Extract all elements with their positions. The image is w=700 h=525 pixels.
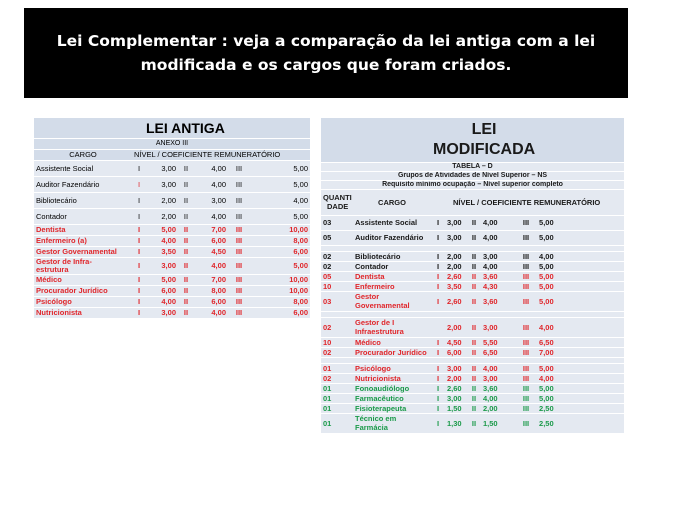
coef-3: 5,00 — [537, 271, 624, 281]
coef-2: 4,00 — [481, 393, 515, 403]
cargo-name: Gestor — [355, 292, 380, 301]
new-col-qty-line1: QUANTI — [323, 193, 352, 202]
cargo-cell — [353, 373, 431, 383]
qty-cell: 01 — [321, 383, 353, 393]
coef-1: 2,60 — [445, 271, 467, 281]
qty-cell: 03 — [321, 215, 353, 230]
level-2: II — [178, 160, 194, 176]
level-3: III — [228, 224, 250, 235]
level-2: II — [467, 281, 481, 291]
level-1: I — [431, 291, 445, 311]
cargo-name-cont: estrutura — [36, 264, 69, 274]
level-2: II — [467, 291, 481, 311]
coef-3: 2,50 — [537, 403, 624, 413]
cargo-name-cont: Governamental — [355, 301, 410, 310]
level-2: II — [178, 176, 194, 192]
coef-1: 1,30 — [445, 413, 467, 433]
level-3: III — [515, 317, 537, 337]
coef-1: 2,00 — [146, 192, 178, 208]
coef-2: 4,00 — [194, 160, 228, 176]
cargo-cell — [34, 285, 132, 296]
cargo-name: Nutricionista — [36, 308, 82, 317]
coef-3: 10,00 — [250, 274, 310, 285]
table-row — [321, 373, 624, 383]
level-1: I — [431, 403, 445, 413]
level-1: I — [132, 307, 146, 318]
cargo-name: Técnico em — [355, 414, 397, 423]
coef-3: 10,00 — [250, 224, 310, 235]
coef-3: 5,00 — [250, 257, 310, 274]
cargo-cell — [353, 271, 431, 281]
coef-1: 6,00 — [445, 347, 467, 357]
coef-3: 5,00 — [250, 176, 310, 192]
new-col-cargo: CARGO — [353, 189, 431, 215]
table-row — [34, 307, 310, 318]
coef-3: 5,00 — [250, 160, 310, 176]
level-3: III — [228, 208, 250, 224]
cargo-name: Psicólogo — [36, 297, 72, 306]
coef-2: 6,00 — [194, 296, 228, 307]
coef-3: 4,00 — [537, 373, 624, 383]
coef-1: 3,00 — [146, 160, 178, 176]
cargo-name: Procurador Jurídico — [355, 347, 427, 357]
level-2: II — [467, 337, 481, 347]
level-3: III — [515, 413, 537, 433]
cargo-name: Gestor de I — [355, 318, 395, 327]
cargo-name: Auditor Fazendário — [355, 233, 424, 242]
level-2: II — [178, 274, 194, 285]
old-law-annex: ANEXO III — [34, 138, 310, 149]
qty-cell: 01 — [321, 413, 353, 433]
level-1: I — [431, 337, 445, 347]
cargo-cell — [353, 251, 431, 261]
coef-1: 1,50 — [445, 403, 467, 413]
table-row — [321, 317, 624, 337]
new-law-group-label: Grupos de Atividades de Nível Superior – NS — [321, 171, 624, 180]
level-3: III — [228, 176, 250, 192]
coef-3: 5,00 — [537, 230, 624, 245]
table-row — [321, 413, 624, 433]
level-2: II — [467, 317, 481, 337]
level-3: III — [515, 230, 537, 245]
level-1: I — [431, 383, 445, 393]
level-1: I — [431, 363, 445, 373]
level-3: III — [515, 383, 537, 393]
coef-2: 4,50 — [194, 246, 228, 257]
level-1: I — [132, 246, 146, 257]
table-row — [321, 251, 624, 261]
qty-cell: 05 — [321, 230, 353, 245]
level-1: I — [132, 208, 146, 224]
coef-3: 5,00 — [537, 393, 624, 403]
qty-cell: 02 — [321, 373, 353, 383]
coef-1: 4,50 — [445, 337, 467, 347]
qty-cell: 02 — [321, 347, 353, 357]
level-3: III — [515, 347, 537, 357]
cargo-cell — [34, 192, 132, 208]
cargo-cell — [34, 274, 132, 285]
coef-2: 7,00 — [194, 274, 228, 285]
coef-1: 3,00 — [445, 230, 467, 245]
cargo-name-cont: Infraestrutura — [355, 327, 404, 336]
new-law-table-label: TABELA – D — [321, 162, 624, 171]
new-col-level: NÍVEL / COEFICIENTE REMUNERATÓRIO — [431, 189, 624, 215]
qty-cell: 02 — [321, 251, 353, 261]
level-2: II — [467, 373, 481, 383]
qty-cell: 02 — [321, 317, 353, 337]
coef-2: 3,00 — [194, 192, 228, 208]
banner-title: Lei Complementar : veja a comparação da lei antiga com a lei modificada e os cargos que foram criados. — [56, 32, 596, 74]
coef-2: 1,50 — [481, 413, 515, 433]
coef-3: 7,00 — [537, 347, 624, 357]
table-row — [34, 224, 310, 235]
table-row — [321, 261, 624, 271]
level-2: II — [467, 230, 481, 245]
level-1 — [431, 317, 445, 337]
cargo-cell — [34, 176, 132, 192]
level-3: III — [515, 215, 537, 230]
qty-cell: 10 — [321, 337, 353, 347]
cargo-cell — [353, 291, 431, 311]
cargo-name: Enfermeiro — [355, 281, 395, 291]
title-banner — [24, 8, 628, 98]
table-row — [321, 291, 624, 311]
cargo-name: Contador — [36, 211, 67, 221]
level-2: II — [467, 393, 481, 403]
qty-cell: 03 — [321, 291, 353, 311]
coef-2: 3,60 — [481, 383, 515, 393]
coef-1: 2,00 — [445, 251, 467, 261]
coef-2: 5,50 — [481, 337, 515, 347]
coef-3: 5,00 — [537, 261, 624, 271]
level-1: I — [132, 296, 146, 307]
coef-1: 2,60 — [445, 291, 467, 311]
cargo-name: Farmacêutico — [355, 393, 404, 403]
old-col-level: NÍVEL / COEFICIENTE REMUNERATÓRIO — [132, 149, 310, 160]
coef-3: 4,00 — [537, 317, 624, 337]
level-3: III — [515, 281, 537, 291]
level-1: I — [132, 257, 146, 274]
coef-3: 10,00 — [250, 285, 310, 296]
coef-2: 4,00 — [481, 261, 515, 271]
level-3: III — [515, 261, 537, 271]
cargo-cell — [34, 208, 132, 224]
level-2: II — [178, 235, 194, 246]
cargo-cell — [353, 281, 431, 291]
cargo-cell — [34, 160, 132, 176]
coef-2: 3,00 — [481, 373, 515, 383]
coef-3: 8,00 — [250, 296, 310, 307]
new-law-requirement: Requisito mínimo ocupação – Nível superior completo — [321, 180, 624, 189]
qty-cell: 05 — [321, 271, 353, 281]
coef-2: 6,00 — [194, 235, 228, 246]
level-2: II — [178, 208, 194, 224]
cargo-cell — [34, 235, 132, 246]
coef-3: 2,50 — [537, 413, 624, 433]
cargo-name: Gestor Governamental — [36, 247, 117, 256]
level-1: I — [132, 192, 146, 208]
level-2: II — [467, 215, 481, 230]
coef-3: 5,00 — [250, 208, 310, 224]
coef-2: 4,00 — [194, 208, 228, 224]
table-row — [34, 192, 310, 208]
table-row — [34, 176, 310, 192]
level-3: III — [228, 235, 250, 246]
table-row — [34, 208, 310, 224]
coef-1: 3,50 — [146, 246, 178, 257]
level-2: II — [178, 307, 194, 318]
coef-2: 4,00 — [481, 230, 515, 245]
level-3: III — [515, 363, 537, 373]
coef-3: 8,00 — [250, 235, 310, 246]
level-1: I — [431, 230, 445, 245]
coef-3: 6,50 — [537, 337, 624, 347]
level-1: I — [132, 285, 146, 296]
coef-2: 4,00 — [481, 215, 515, 230]
coef-2: 3,60 — [481, 291, 515, 311]
new-law-title-line2: MODIFICADA — [433, 140, 536, 158]
level-3: III — [228, 274, 250, 285]
level-1: I — [431, 261, 445, 271]
cargo-cell — [353, 347, 431, 357]
level-3: III — [228, 246, 250, 257]
cargo-cell — [34, 246, 132, 257]
level-1: I — [132, 235, 146, 246]
coef-2: 8,00 — [194, 285, 228, 296]
level-1: I — [431, 271, 445, 281]
level-3: III — [228, 160, 250, 176]
qty-cell: 10 — [321, 281, 353, 291]
level-2: II — [178, 296, 194, 307]
level-3: III — [515, 291, 537, 311]
level-3: III — [515, 393, 537, 403]
level-1: I — [132, 224, 146, 235]
level-2: II — [467, 403, 481, 413]
level-1: I — [431, 413, 445, 433]
coef-2: 4,00 — [194, 176, 228, 192]
coef-2: 3,00 — [481, 251, 515, 261]
table-row — [34, 296, 310, 307]
level-1: I — [431, 393, 445, 403]
level-1: I — [132, 176, 146, 192]
cargo-name: Psicólogo — [355, 363, 391, 373]
qty-cell: 01 — [321, 393, 353, 403]
level-3: III — [515, 403, 537, 413]
coef-3: 4,00 — [537, 251, 624, 261]
table-row — [321, 393, 624, 403]
level-2: II — [178, 257, 194, 274]
new-law-title-line1: LEI — [471, 120, 497, 138]
coef-1: 2,00 — [445, 317, 467, 337]
new-law-table — [321, 118, 624, 434]
level-3: III — [228, 192, 250, 208]
coef-2: 2,00 — [481, 403, 515, 413]
old-law-title: LEI ANTIGA — [146, 118, 250, 138]
coef-3: 4,00 — [250, 192, 310, 208]
coef-3: 5,00 — [537, 383, 624, 393]
cargo-cell — [353, 337, 431, 347]
cargo-cell — [353, 317, 431, 337]
cargo-name: Dentista — [355, 271, 385, 281]
table-row — [321, 347, 624, 357]
cargo-name-cont: Farmácia — [355, 423, 388, 432]
level-2: II — [467, 413, 481, 433]
level-1: I — [431, 251, 445, 261]
coef-2: 7,00 — [194, 224, 228, 235]
level-1: I — [132, 160, 146, 176]
cargo-cell — [353, 383, 431, 393]
coef-1: 2,00 — [445, 261, 467, 271]
level-2: II — [467, 271, 481, 281]
coef-2: 4,00 — [194, 307, 228, 318]
level-2: II — [178, 192, 194, 208]
level-3: III — [228, 285, 250, 296]
level-3: III — [228, 257, 250, 274]
coef-2: 4,30 — [481, 281, 515, 291]
coef-3: 5,00 — [537, 281, 624, 291]
cargo-name: Médico — [36, 275, 62, 284]
coef-1: 3,50 — [445, 281, 467, 291]
coef-2: 6,50 — [481, 347, 515, 357]
cargo-cell — [353, 230, 431, 245]
cargo-cell — [353, 261, 431, 271]
cargo-name: Fisioterapeuta — [355, 403, 407, 413]
level-3: III — [515, 373, 537, 383]
table-row — [34, 274, 310, 285]
cargo-name: Assistente Social — [36, 163, 94, 173]
cargo-name: Bibliotecário — [36, 195, 77, 205]
coef-2: 3,60 — [481, 271, 515, 281]
coef-1: 2,60 — [445, 383, 467, 393]
coef-2: 3,00 — [481, 317, 515, 337]
coef-2: 4,00 — [194, 257, 228, 274]
level-1: I — [431, 373, 445, 383]
level-3: III — [515, 251, 537, 261]
qty-cell: 02 — [321, 261, 353, 271]
coef-1: 3,00 — [146, 307, 178, 318]
table-row — [34, 235, 310, 246]
level-1: I — [431, 215, 445, 230]
coef-1: 5,00 — [146, 224, 178, 235]
level-3: III — [515, 271, 537, 281]
coef-1: 3,00 — [146, 257, 178, 274]
cargo-name: Procurador Jurídico — [36, 286, 108, 295]
coef-3: 6,00 — [250, 307, 310, 318]
qty-cell: 01 — [321, 403, 353, 413]
cargo-name: Nutricionista — [355, 373, 401, 383]
cargo-cell — [34, 307, 132, 318]
table-row — [321, 230, 624, 245]
cargo-cell — [34, 224, 132, 235]
level-2: II — [467, 251, 481, 261]
level-2: II — [178, 224, 194, 235]
coef-1: 3,00 — [445, 363, 467, 373]
cargo-cell — [34, 296, 132, 307]
coef-1: 2,00 — [146, 208, 178, 224]
coef-1: 4,00 — [146, 296, 178, 307]
cargo-cell — [353, 413, 431, 433]
table-row — [321, 403, 624, 413]
table-row — [321, 383, 624, 393]
table-row — [321, 363, 624, 373]
old-col-cargo: CARGO — [34, 149, 132, 160]
level-1: I — [431, 281, 445, 291]
level-3: III — [228, 307, 250, 318]
new-col-qty-line2: DADE — [327, 202, 349, 211]
level-3: III — [228, 296, 250, 307]
coef-1: 5,00 — [146, 274, 178, 285]
level-1: I — [132, 274, 146, 285]
coef-3: 5,00 — [537, 215, 624, 230]
table-row — [321, 281, 624, 291]
table-row — [34, 246, 310, 257]
coef-1: 2,00 — [445, 373, 467, 383]
cargo-cell — [353, 403, 431, 413]
cargo-name: Enfermeiro (a) — [36, 236, 87, 245]
table-row — [34, 285, 310, 296]
cargo-name: Médico — [355, 337, 381, 347]
cargo-name: Bibliotecário — [355, 251, 401, 261]
cargo-cell — [353, 363, 431, 373]
table-row — [321, 337, 624, 347]
level-2: II — [178, 246, 194, 257]
level-1: I — [431, 347, 445, 357]
coef-1: 3,00 — [146, 176, 178, 192]
level-2: II — [467, 347, 481, 357]
level-2: II — [467, 363, 481, 373]
coef-1: 3,00 — [445, 393, 467, 403]
level-2: II — [467, 261, 481, 271]
level-3: III — [515, 337, 537, 347]
qty-cell: 01 — [321, 363, 353, 373]
cargo-cell — [34, 257, 132, 274]
level-2: II — [467, 383, 481, 393]
table-row — [321, 215, 624, 230]
cargo-name: Assistente Social — [355, 218, 418, 227]
coef-3: 5,00 — [537, 363, 624, 373]
cargo-cell — [353, 215, 431, 230]
coef-2: 4,00 — [481, 363, 515, 373]
cargo-name: Gestor de Infra- — [36, 257, 92, 266]
table-row — [34, 160, 310, 176]
cargo-name: Dentista — [36, 225, 66, 234]
cargo-cell — [353, 393, 431, 403]
coef-3: 5,00 — [537, 291, 624, 311]
cargo-name: Auditor Fazendário — [36, 179, 100, 189]
coef-1: 6,00 — [146, 285, 178, 296]
cargo-name: Contador — [355, 261, 389, 271]
table-row — [34, 257, 310, 274]
coef-1: 4,00 — [146, 235, 178, 246]
coef-1: 3,00 — [445, 215, 467, 230]
table-row — [321, 271, 624, 281]
cargo-name: Fonoaudiólogo — [355, 383, 410, 393]
new-col-qty — [321, 189, 353, 215]
coef-3: 6,00 — [250, 246, 310, 257]
level-2: II — [178, 285, 194, 296]
old-law-table — [34, 118, 310, 319]
